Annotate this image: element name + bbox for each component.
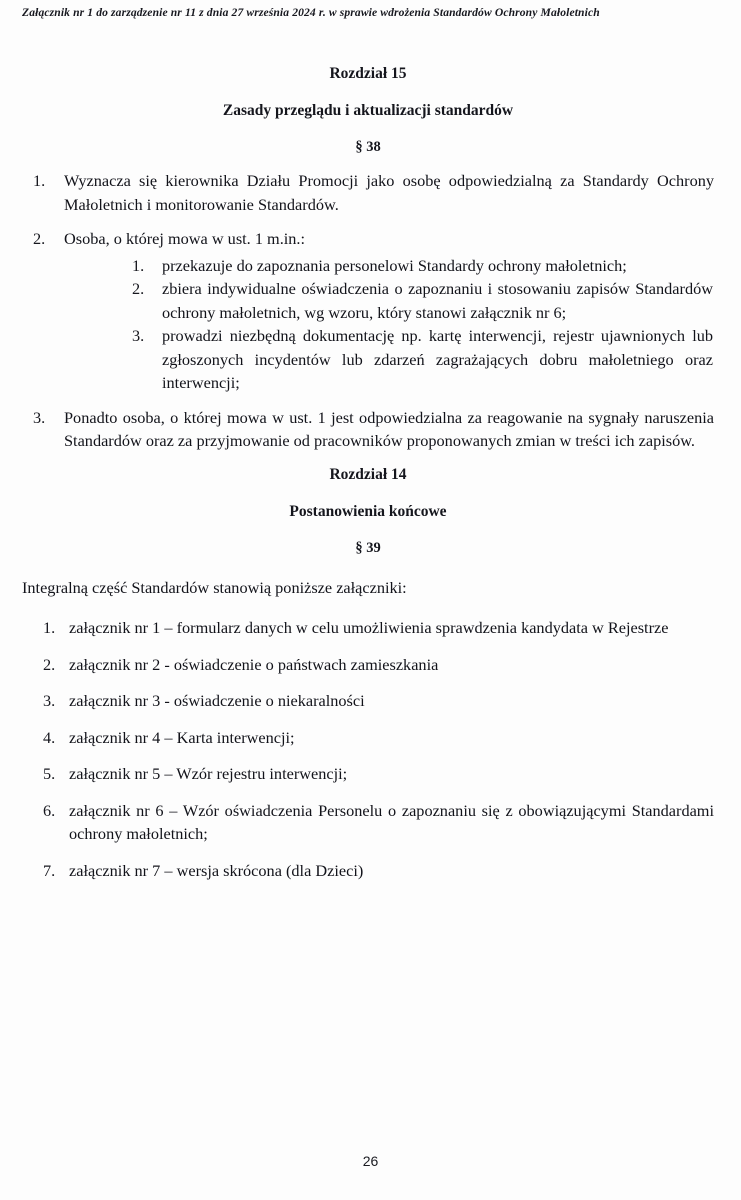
list-item-marker: 1. xyxy=(132,255,145,275)
list-item xyxy=(22,616,714,640)
list-item-marker: 2. xyxy=(132,279,145,298)
list-item-text: prowadzi niezbędną dokumentację np. kartę interwencji, rejestr ujawnionych lub zgłoszonych incydentów lub zdarzeń zagrażających dobru małoletniego oraz interwencji; xyxy=(162,326,713,392)
list-item-marker: 6. xyxy=(43,800,56,820)
section-mark-39: § 39 xyxy=(355,539,381,556)
chapter-heading-15: Rozdział 15 xyxy=(329,65,407,82)
page-content xyxy=(22,52,714,882)
list-item-text: załącznik nr 5 – Wzór rejestru interwencji; xyxy=(69,764,348,783)
page-number: 26 xyxy=(362,1153,379,1169)
list-item-text: załącznik nr 2 - oświadczenie o państwach zamieszkania xyxy=(69,654,439,674)
list-item-text: załącznik nr 7 – wersja skrócona (dla Dzieci) xyxy=(69,860,364,880)
list-item-marker: 4. xyxy=(43,727,56,747)
list-item-marker: 5. xyxy=(43,764,56,783)
list-item xyxy=(22,713,714,750)
list-item-marker: 3. xyxy=(43,691,56,710)
list-item-marker: 3. xyxy=(132,326,145,345)
list-item xyxy=(64,324,714,395)
list-item-marker: 1. xyxy=(43,618,56,637)
list-item xyxy=(64,277,714,324)
section-38-list xyxy=(22,157,714,453)
list-item xyxy=(22,846,714,883)
list-item xyxy=(22,169,714,216)
list-item-text: Wyznacza się kierownika Działu Promocji jako osobę odpowiedzialną za Standardy Ochrony Małoletnich i monitorowanie Standardów. xyxy=(64,171,714,214)
list-item-text: zbiera indywidualne oświadczenia o zapoznaniu i stosowaniu zapisów Standardów ochrony małoletnich, wg wzoru, który stanowi załącznik nr 6; xyxy=(162,279,713,322)
list-item xyxy=(22,395,714,453)
list-item-text: załącznik nr 3 - oświadczenie o niekaralności xyxy=(69,691,365,710)
chapter-title-15: Zasady przeglądu i aktualizacji standardów xyxy=(222,102,514,119)
list-item xyxy=(64,254,714,278)
running-header: Załącznik nr 1 do zarządzenie nr 11 z dnia 27 września 2024 r. w sprawie wdrożenia Standardów Ochrony Małoletnich xyxy=(22,6,600,19)
list-item-marker: 2. xyxy=(33,229,46,248)
list-item xyxy=(22,216,714,395)
list-item-text: załącznik nr 6 – Wzór oświadczenia Personelu o zapoznaniu się z obowiązującymi Standardami ochrony małoletnich; xyxy=(69,800,714,843)
chapter-title-14: Postanowienia końcowe xyxy=(289,502,447,520)
list-item-marker: 3. xyxy=(33,407,46,427)
list-item-text xyxy=(64,227,714,395)
list-item xyxy=(22,749,714,786)
list-item-text: załącznik nr 1 – formularz danych w celu umożliwienia sprawdzenia kandydata w Rejestrze xyxy=(69,618,669,637)
list-item xyxy=(22,640,714,677)
list-item-text: Ponadto osoba, o której mowa w ust. 1 jest odpowiedzialna za reagowanie na sygnały naruszenia Standardów oraz za przyjmowanie od pracowników proponowanych zmian w treści ich zapisów. xyxy=(64,407,714,450)
list-item xyxy=(22,676,714,713)
list-item-text: przekazuje do zapoznania personelowi Standardy ochrony małoletnich; xyxy=(162,255,627,275)
list-item-marker: 1. xyxy=(33,171,46,190)
chapter-heading-14: Rozdział 14 xyxy=(329,465,407,483)
attachments-list xyxy=(22,599,714,882)
section-mark-38: § 38 xyxy=(355,139,381,155)
list-item-text: załącznik nr 4 – Karta interwencji; xyxy=(69,727,295,747)
list-item-marker: 7. xyxy=(43,860,56,880)
section-38-sublist xyxy=(64,251,714,395)
attachments-intro: Integralną część Standardów stanowią poniższe załączniki: xyxy=(22,577,407,597)
list-item-marker: 2. xyxy=(43,654,56,674)
list-item-lead-text: Osoba, o której mowa w ust. 1 m.in.: xyxy=(64,229,306,248)
list-item xyxy=(22,786,714,846)
